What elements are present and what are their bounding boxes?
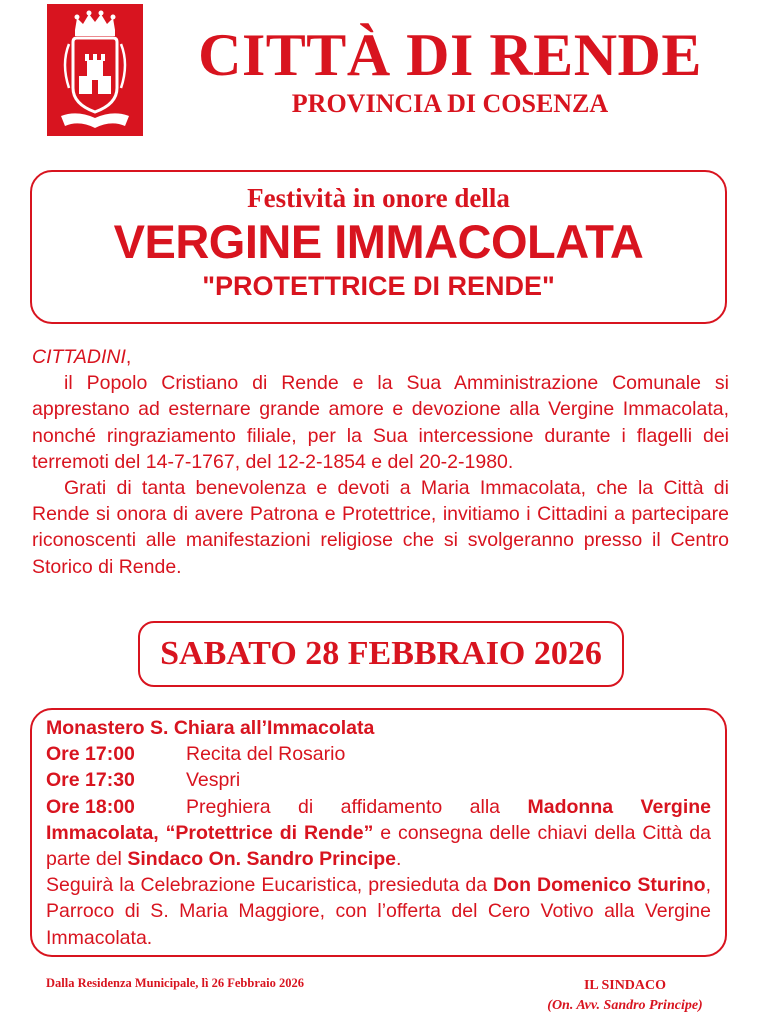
greeting-line — [32, 344, 729, 370]
festivity-intro: Festività in onore della — [247, 183, 510, 213]
program-item — [46, 741, 711, 767]
signatory-name: (On. Avv. Sandro Principe) — [547, 998, 703, 1013]
festivity-title-box — [30, 170, 727, 324]
program-desc: Recita del Rosario — [186, 743, 346, 766]
program-item — [46, 767, 711, 793]
program-desc: Vespri — [186, 769, 241, 792]
program-time: Ore 17:00 — [46, 743, 135, 766]
festivity-main-title: VERGINE IMMACOLATA — [113, 215, 644, 268]
paragraph-1: il Popolo Cristiano di Rende e la Sua Amministrazione Comunale si apprestano ad esternare grande amore e devozione alla Vergine Immacolata, nonché ringraziamento filiale, per la Sua intercessione durante i flagelli dei terremoti del 14-7-1767, del 12-2-1854 e del 20-2-1980. — [32, 372, 729, 473]
place-and-date: Dalla Residenza Municipale, lì 26 Febbraio 2026 — [46, 976, 304, 990]
program-time: Ore 17:30 — [46, 769, 135, 792]
paragraph-2: Grati di tanta benevolenza e devoti a Maria Immacolata, che la Città di Rende si onora di avere Patrona e Protettrice, invitiamo i Cittadini a partecipare riconoscenti alle manifestazioni religiose che si svolgeranno presso il Centro Storico di Rende. — [32, 477, 729, 578]
program-venue: Monastero S. Chiara all’Immacolata — [46, 717, 375, 739]
program-closing: Seguirà la Celebrazione Eucaristica, presieduta da Don Domenico Sturino, Parroco di S. Maria Maggiore, con l’offerta del Cero Votivo alla Vergine Immacolata. — [46, 874, 711, 949]
festivity-subtitle: "PROTETTRICE DI RENDE" — [202, 271, 555, 301]
province-subtitle: PROVINCIA DI COSENZA — [291, 89, 609, 118]
event-date: SABATO 28 FEBBRAIO 2026 — [138, 621, 624, 687]
city-coat-of-arms-icon — [47, 4, 143, 136]
city-name-title: CITTÀ DI RENDE — [198, 22, 702, 88]
greeting-suffix: , — [125, 346, 132, 368]
program-box — [30, 708, 727, 957]
signatory-title: IL SINDACO — [583, 978, 667, 993]
announcement-body — [32, 344, 729, 580]
greeting: CITTADINI — [32, 346, 126, 368]
program-item: Ore 18:00 Preghiera di affidamento alla Madonna Vergine Immacolata, “Protettrice di Rende” e consegna delle chiavi della Città da parte del Sindaco On. Sandro Principe. — [46, 795, 711, 871]
program-time: Ore 18:00 — [46, 795, 135, 818]
